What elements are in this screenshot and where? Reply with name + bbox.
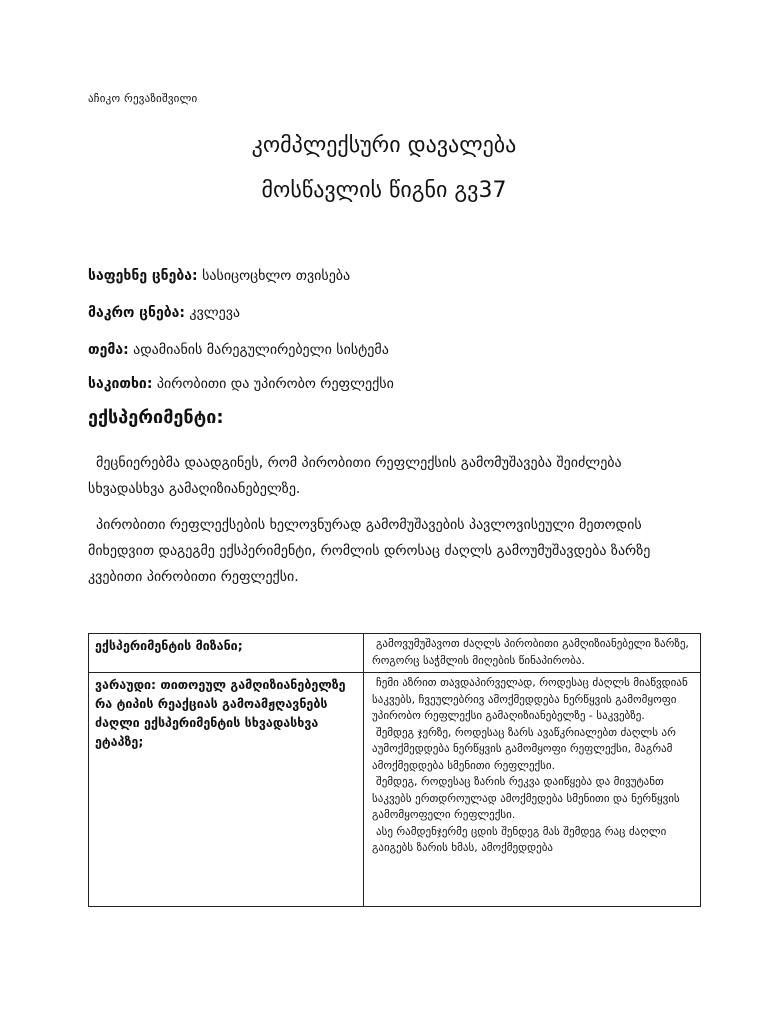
author-name: აჩიკო რევაზიშვილი: [88, 92, 198, 105]
table-cell-goal-label: ექსპერიმენტის მიზანი;: [89, 634, 364, 673]
table-cell-hypothesis-text: [364, 673, 701, 907]
meta-line-topic: [88, 342, 389, 358]
table-cell-goal-text: [364, 634, 701, 673]
cell-paragraph: ასე რამდენჯერმე ცდის შენდეგ მას შემდეგ რაც ძაღლი გაიგებს ზარის ხმას, ამოქმედდება: [372, 824, 667, 854]
experiment-table: [88, 633, 701, 907]
paragraph: პირობითი რეფლექსების ხელოვნურად გამომუშავების პავლოვისეული მეთოდის მიხედვით დაგეგმე ექსპერიმენტი, რომლის დროსაც ძაღლს გამოუმუშავდება ზარზე კვებითი პირობითი რეფლექსი.: [88, 517, 651, 585]
document-subtitle: მოსწავლის წიგნი გვ37: [261, 178, 507, 203]
meta-value: პირობითი და უპირობო რეფლექსი: [156, 376, 394, 392]
table-cell-hypothesis-label: ვარაუდი: თითოეულ გამღიზიანებელზე რა ტიპის რეაქციას გამოამჟღავნებს ძაღლი ექსპერიმენტის სხვადასხვა ეტაპზე;: [89, 673, 364, 907]
meta-line-macro-concept: [88, 305, 240, 321]
meta-key: საკითხი:: [88, 376, 153, 392]
meta-line-issue: [88, 376, 394, 392]
meta-key: თემა:: [88, 342, 129, 358]
table-row: [89, 673, 701, 907]
paragraph: მეცნიერებმა დაადგინეს, რომ პირობითი რეფლექსის გამომუშავება შეიძლება სხვადასხვა გამაღიზიანებელზე.: [88, 455, 622, 497]
document-title: კომპლექსური დავალება: [251, 133, 517, 158]
meta-value: სასიცოცხლო თვისება: [202, 268, 351, 284]
table-row: [89, 634, 701, 673]
meta-line-core-concept: [88, 268, 350, 284]
meta-key: საფეხნე ცნება:: [88, 268, 198, 284]
section-heading-experiment: ექსპერიმენტი:: [88, 407, 224, 428]
meta-key: მაკრო ცნება:: [88, 305, 185, 321]
meta-value: კვლევა: [189, 305, 241, 321]
cell-paragraph: გამოვუმუშავოთ ძაღლს პირობითი გამღიზიანებელი ზარზე, როგორც საჭმლის მიღების წინაპირობა.: [372, 637, 689, 667]
meta-value: ადამიანის მარეგულირებელი სისტემა: [133, 342, 389, 358]
cell-paragraph: შემდეგ, როდესაც ზარის რეკვა დაიწყება და მივუტანთ საკვებს ერთდროულად ამოქმედება სმენითი და ნერწყვის გამომყოფელი რეფლექსი.: [372, 775, 680, 821]
cell-paragraph: ჩემი აზრით თავდაპირველად, როდესაც ძაღლს მიაწვდიან საკვებს, ჩვეულებრივ ამოქმედდება ნერწყვის გამომყოფი უპირობო რეფლექსი გამაღიზიანებელზე - საკვებზე.: [372, 676, 688, 722]
cell-paragraph: შემდეგ ჯერზე, როდესაც ზარს ავაწკრიალებთ ძაღლს არ აუმოქმედდება ნერწყვის გამომყოფი რეფლექსი, მაგრამ ამოქმედდება სმენითი რეფლექსი.: [372, 725, 676, 772]
